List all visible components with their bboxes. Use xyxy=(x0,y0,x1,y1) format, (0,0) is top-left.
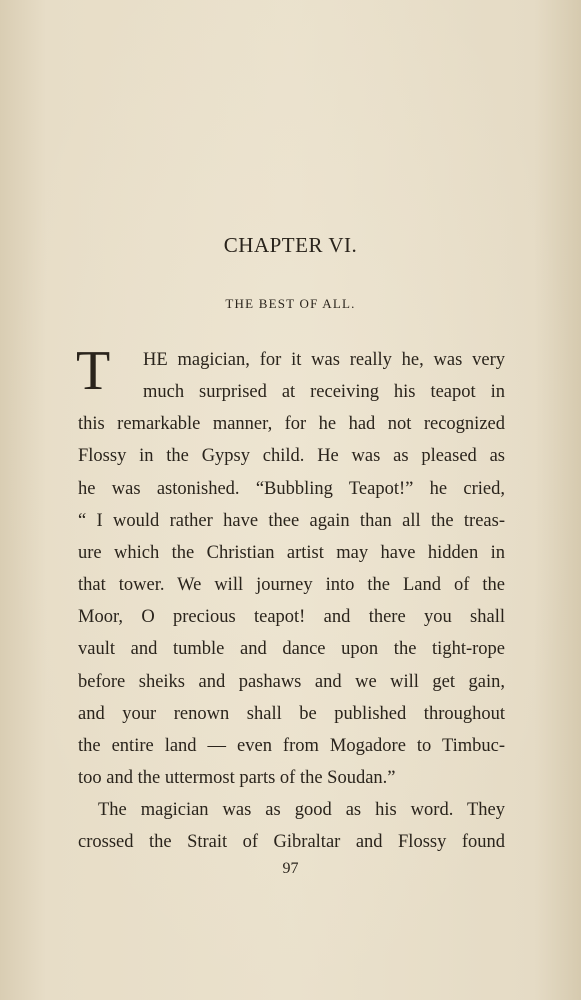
text-line: “ I would rather have thee again than all the treas- xyxy=(78,511,505,531)
drop-cap: T xyxy=(76,340,111,402)
text-line: much surprised at receiving his teapot in xyxy=(143,382,505,402)
text-line: too and the uttermost parts of the Soudan.” xyxy=(78,768,396,788)
text-line: HE magician, for it was really he, was very xyxy=(143,350,505,370)
text-line: ure which the Christian artist may have hidden in xyxy=(78,543,505,563)
section-title: THE BEST OF ALL. xyxy=(225,296,356,311)
text-line: he was astonished. “Bubbling Teapot!” he cried, xyxy=(78,479,505,499)
text-line: vault and tumble and dance upon the tight-rope xyxy=(78,639,505,659)
page-number: 97 xyxy=(282,860,299,877)
text-line: before sheiks and pashaws and we will get gain, xyxy=(78,672,505,692)
text-line: Moor, O precious teapot! and there you shall xyxy=(78,607,505,627)
text-line: Flossy in the Gypsy child. He was as pleased as xyxy=(78,446,505,466)
text-line: this remarkable manner, for he had not recognized xyxy=(78,414,505,434)
text-line: The magician was as good as his word. They xyxy=(98,800,505,820)
text-line: that tower. We will journey into the Land of the xyxy=(78,575,505,595)
text-line: crossed the Strait of Gibraltar and Flossy found xyxy=(78,832,505,852)
chapter-title: CHAPTER VI. xyxy=(223,233,358,257)
text-line: and your renown shall be published throughout xyxy=(78,704,505,724)
text-line: the entire land — even from Mogadore to Timbuc- xyxy=(78,736,505,756)
